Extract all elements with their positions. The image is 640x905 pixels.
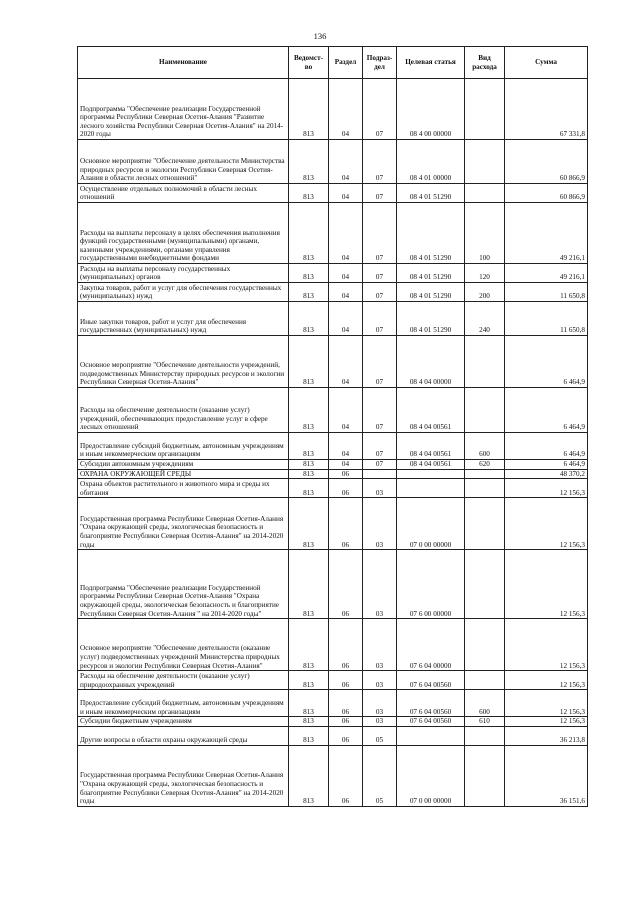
row-section: 04 <box>329 184 363 203</box>
row-target: 08 4 00 00000 <box>397 79 465 140</box>
row-subsection: 05 <box>363 726 397 745</box>
table-row <box>78 460 588 470</box>
row-dept: 813 <box>289 479 329 498</box>
row-name: Государственная программа Республики Северная Осетия-Алания "Охрана окружающей среды, экологическая безопасность и благоприятие Республики Северная Осетия-Алания" на 2014-2020 годы <box>78 498 289 550</box>
row-expense-type <box>465 140 505 184</box>
row-sum: 12 156,3 <box>505 550 588 619</box>
row-name: Основное мероприятие "Обеспечение деятельности учреждений, подведомственных Министерству природных ресурсов и экологии Республики Северная Осетия-Алания" <box>78 336 289 388</box>
row-sum: 12 156,3 <box>505 479 588 498</box>
table-row <box>78 550 588 619</box>
row-name: Государственная программа Республики Северная Осетия-Алания "Охрана окружающей среды, экологическая безопасность и благоприятие Республики Северная Осетия-Алания" на 2014-2020 годы <box>78 745 289 806</box>
row-sum: 12 156,3 <box>505 717 588 727</box>
table-row <box>78 203 588 264</box>
table-row <box>78 79 588 140</box>
row-subsection: 03 <box>363 479 397 498</box>
row-subsection: 07 <box>363 388 397 433</box>
row-subsection: 07 <box>363 140 397 184</box>
row-section: 04 <box>329 433 363 460</box>
row-dept: 813 <box>289 264 329 283</box>
row-section: 04 <box>329 79 363 140</box>
table-row <box>78 717 588 727</box>
row-sum: 12 156,3 <box>505 619 588 671</box>
row-section: 04 <box>329 140 363 184</box>
row-dept: 813 <box>289 469 329 479</box>
row-name: Расходы на выплаты персоналу государственных (муниципальных) органов <box>78 264 289 283</box>
row-dept: 813 <box>289 745 329 806</box>
row-expense-type: 610 <box>465 717 505 727</box>
row-target <box>397 726 465 745</box>
row-dept: 813 <box>289 184 329 203</box>
row-name: Расходы на выплаты персоналу в целях обеспечения выполнения функций государственными (муниципальными) органами, казенными учреждениями, органами управления государственными внебюджетными фондами <box>78 203 289 264</box>
row-dept: 813 <box>289 717 329 727</box>
row-section: 04 <box>329 388 363 433</box>
row-expense-type <box>465 726 505 745</box>
row-sum: 36 151,6 <box>505 745 588 806</box>
table-row <box>78 264 588 283</box>
row-target: 07 6 04 00560 <box>397 690 465 717</box>
row-section: 06 <box>329 550 363 619</box>
table-row <box>78 388 588 433</box>
row-dept: 813 <box>289 283 329 302</box>
row-dept: 813 <box>289 388 329 433</box>
table-row <box>78 336 588 388</box>
row-target: 08 4 04 00561 <box>397 433 465 460</box>
row-sum: 12 156,3 <box>505 498 588 550</box>
row-sum: 6 464,9 <box>505 460 588 470</box>
row-expense-type <box>465 184 505 203</box>
row-target: 08 4 01 00000 <box>397 140 465 184</box>
row-target <box>397 479 465 498</box>
table-row <box>78 690 588 717</box>
row-subsection: 07 <box>363 302 397 336</box>
row-dept: 813 <box>289 671 329 690</box>
row-dept: 813 <box>289 619 329 671</box>
row-subsection: 03 <box>363 550 397 619</box>
page-number: 136 <box>313 31 327 41</box>
table-row <box>78 433 588 460</box>
row-dept: 813 <box>289 433 329 460</box>
row-dept: 813 <box>289 460 329 470</box>
row-target: 07 6 04 00000 <box>397 619 465 671</box>
row-section: 06 <box>329 745 363 806</box>
row-name: Закупка товаров, работ и услуг для обеспечения государственных (муниципальных) нужд <box>78 283 289 302</box>
row-section: 06 <box>329 469 363 479</box>
row-sum: 12 156,3 <box>505 690 588 717</box>
table-row <box>78 726 588 745</box>
row-subsection: 03 <box>363 690 397 717</box>
row-name: Другие вопросы в области охраны окружающей среды <box>78 726 289 745</box>
header-section: Раздел <box>329 47 363 79</box>
row-subsection: 07 <box>363 184 397 203</box>
row-expense-type <box>465 745 505 806</box>
row-expense-type: 600 <box>465 690 505 717</box>
row-section: 04 <box>329 203 363 264</box>
table-row <box>78 302 588 336</box>
row-name: Предоставление субсидий бюджетным, автономным учреждениям и иным некоммерческим организациям <box>78 433 289 460</box>
row-subsection: 07 <box>363 336 397 388</box>
row-dept: 813 <box>289 336 329 388</box>
table-row <box>78 619 588 671</box>
row-expense-type <box>465 550 505 619</box>
row-target: 07 0 00 00000 <box>397 745 465 806</box>
row-target: 07 6 04 00560 <box>397 717 465 727</box>
row-target: 08 4 01 51290 <box>397 203 465 264</box>
row-section: 04 <box>329 302 363 336</box>
header-target: Целевая статья <box>397 47 465 79</box>
row-sum: 60 866,9 <box>505 140 588 184</box>
row-subsection: 07 <box>363 264 397 283</box>
row-section: 04 <box>329 336 363 388</box>
row-expense-type <box>465 479 505 498</box>
row-subsection: 07 <box>363 203 397 264</box>
row-target: 08 4 04 00000 <box>397 336 465 388</box>
row-target: 08 4 01 51290 <box>397 184 465 203</box>
row-subsection: 07 <box>363 433 397 460</box>
row-sum: 49 216,1 <box>505 203 588 264</box>
row-subsection: 03 <box>363 717 397 727</box>
row-subsection: 03 <box>363 619 397 671</box>
row-subsection: 05 <box>363 745 397 806</box>
row-subsection: 07 <box>363 460 397 470</box>
row-expense-type: 100 <box>465 203 505 264</box>
row-name: Подпрограмма "Обеспечение реализации Государственной программы Республики Северная Осетия-Алания "Развитие лесного хозяйства Республики Северная Осетия-Алания" на 2014-2020 годы <box>78 79 289 140</box>
row-expense-type: 600 <box>465 433 505 460</box>
row-sum: 36 213,8 <box>505 726 588 745</box>
row-section: 04 <box>329 264 363 283</box>
row-name: Иные закупки товаров, работ и услуг для обеспечения государственных (муниципальных) нужд <box>78 302 289 336</box>
row-target: 07 0 00 00000 <box>397 498 465 550</box>
row-target <box>397 469 465 479</box>
table-row <box>78 283 588 302</box>
row-name: Расходы на обеспечение деятельности (оказание услуг) учреждений, обеспечивающих предоставление услуг в сфере лесных отношений <box>78 388 289 433</box>
row-name: Субсидии бюджетным учреждениям <box>78 717 289 727</box>
row-expense-type <box>465 336 505 388</box>
row-section: 06 <box>329 690 363 717</box>
row-section: 04 <box>329 283 363 302</box>
row-sum: 11 650,8 <box>505 283 588 302</box>
row-expense-type <box>465 671 505 690</box>
row-expense-type: 120 <box>465 264 505 283</box>
row-expense-type: 200 <box>465 283 505 302</box>
table-row <box>78 469 588 479</box>
row-subsection: 07 <box>363 283 397 302</box>
row-sum: 6 464,9 <box>505 433 588 460</box>
row-section: 06 <box>329 671 363 690</box>
row-name: Субсидии автономным учреждениям <box>78 460 289 470</box>
header-dept: Ведомст-во <box>289 47 329 79</box>
row-section: 06 <box>329 726 363 745</box>
row-name: Основное мероприятие "Обеспечение деятельности Министерства природных ресурсов и экологии Республики Северная Осетия-Алания в области лесных отношений" <box>78 140 289 184</box>
row-expense-type <box>465 498 505 550</box>
table-row <box>78 140 588 184</box>
row-sum: 6 464,9 <box>505 336 588 388</box>
row-expense-type <box>465 469 505 479</box>
header-subsection: Подраз-дел <box>363 47 397 79</box>
row-target: 08 4 01 51290 <box>397 283 465 302</box>
row-dept: 813 <box>289 203 329 264</box>
row-dept: 813 <box>289 140 329 184</box>
header-name: Наименование <box>78 47 289 79</box>
row-section: 06 <box>329 717 363 727</box>
row-expense-type <box>465 619 505 671</box>
header-expense-type: Вид расхода <box>465 47 505 79</box>
budget-table <box>77 46 588 807</box>
row-subsection: 03 <box>363 671 397 690</box>
row-target: 08 4 04 00561 <box>397 388 465 433</box>
row-expense-type: 240 <box>465 302 505 336</box>
row-sum: 12 156,3 <box>505 671 588 690</box>
row-name: Осуществление отдельных полномочий в области лесных отношений <box>78 184 289 203</box>
row-target: 07 6 00 00000 <box>397 550 465 619</box>
row-subsection: 03 <box>363 498 397 550</box>
row-name: ОХРАНА ОКРУЖАЮЩЕЙ СРЕДЫ <box>78 469 289 479</box>
row-target: 08 4 04 00561 <box>397 460 465 470</box>
row-section: 06 <box>329 619 363 671</box>
row-dept: 813 <box>289 690 329 717</box>
row-dept: 813 <box>289 726 329 745</box>
header-sum: Сумма <box>505 47 588 79</box>
table-row <box>78 498 588 550</box>
row-section: 06 <box>329 479 363 498</box>
table-row <box>78 671 588 690</box>
row-section: 06 <box>329 498 363 550</box>
table-row <box>78 184 588 203</box>
row-target: 07 6 04 00560 <box>397 671 465 690</box>
row-name: Подпрограмма "Обеспечение реализации Государственной программы Республики Северная Осетия-Алания "Охрана окружающей среды, экологическая безопасность и благоприятие Республики Северная Осетия-Алания " на 2014-2020 годы" <box>78 550 289 619</box>
row-section: 04 <box>329 460 363 470</box>
row-sum: 49 216,1 <box>505 264 588 283</box>
row-sum: 67 331,8 <box>505 79 588 140</box>
row-expense-type <box>465 388 505 433</box>
row-sum: 60 866,9 <box>505 184 588 203</box>
row-sum: 11 650,8 <box>505 302 588 336</box>
row-dept: 813 <box>289 79 329 140</box>
row-sum: 48 370,2 <box>505 469 588 479</box>
row-subsection: 07 <box>363 79 397 140</box>
table-row <box>78 479 588 498</box>
row-dept: 813 <box>289 498 329 550</box>
row-name: Расходы на обеспечение деятельности (оказание услуг) природоохранных учреждений <box>78 671 289 690</box>
row-subsection <box>363 469 397 479</box>
row-name: Охрана объектов растительного и животного мира и среды их обитания <box>78 479 289 498</box>
row-name: Предоставление субсидий бюджетным, автономным учреждениям и иным некоммерческим организациям <box>78 690 289 717</box>
row-name: Основное мероприятие "Обеспечение деятельности (оказание услуг) подведомственных учреждений Министерства природных ресурсов и экологии Республики Северная Осетия-Алания" <box>78 619 289 671</box>
row-expense-type <box>465 79 505 140</box>
row-dept: 813 <box>289 550 329 619</box>
row-dept: 813 <box>289 302 329 336</box>
table-header-row <box>78 47 588 79</box>
table-row <box>78 745 588 806</box>
row-target: 08 4 01 51290 <box>397 264 465 283</box>
row-sum: 6 464,9 <box>505 388 588 433</box>
row-target: 08 4 01 51290 <box>397 302 465 336</box>
row-expense-type: 620 <box>465 460 505 470</box>
